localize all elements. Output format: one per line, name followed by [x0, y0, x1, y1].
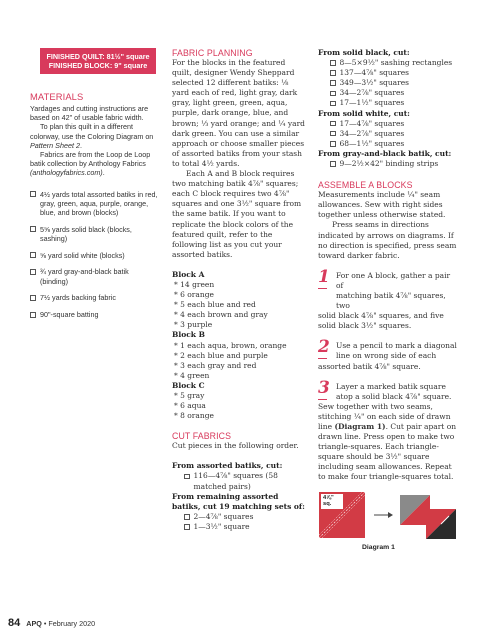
checkbox-icon	[30, 191, 36, 197]
checkbox-icon	[30, 295, 36, 301]
publication-info: APQ • February 2020	[26, 619, 96, 628]
cut-fabrics-heading: CUT FABRICS	[172, 431, 232, 442]
cut-gray-black-label: From gray-and-black batik, cut:	[318, 148, 452, 158]
checkbox-icon	[330, 60, 336, 66]
cut-item: 116—4⅞" squares (58 matched pairs)	[172, 471, 306, 491]
checkbox-icon	[330, 141, 336, 147]
checkbox-icon	[30, 226, 36, 232]
block-c-item: * 5 gray	[174, 391, 205, 400]
block-a-item: * 14 green	[174, 279, 215, 289]
checkbox-icon	[330, 121, 336, 127]
cut-item: 1—3½" square	[172, 522, 306, 532]
diagram-triangle-square	[426, 509, 456, 539]
step-1: 1 For one A block, gather a pair of matching batik 4⅞" squares, two solid black 4⅞" squares, and five solid black 3½" squares.	[318, 266, 451, 331]
cut-item: 17—1½" squares	[318, 98, 458, 108]
cut-item: 349—3½" squares	[318, 78, 458, 88]
materials-item: 4½ yards total assorted batiks in red, gray, green, aqua, purple, orange, blue, and brown (blocks)	[30, 190, 158, 218]
checkbox-icon	[184, 524, 190, 530]
finished-quilt-size: FINISHED QUILT: 81½" square	[46, 52, 150, 61]
checkbox-icon	[184, 474, 190, 480]
finished-size-box	[40, 48, 156, 74]
cut-item: 68—1½" squares	[318, 139, 458, 149]
step-number: 1	[318, 266, 330, 287]
diagram-size-tag: 4⅞" sq.	[323, 494, 334, 508]
fabric-planning-p1: For the blocks in the featured quilt, designer Wendy Sheppard selected 12 different batiks: ⅛ yard each of red, light gray, dark gray, light green, green, aqua, purple, dark orange, blue, and brown; ⅓ yard orange; and ¼ yard dark green. You can use a similar approach or choose smaller pieces of assorted batiks from your stash to total 4½ yards.	[172, 58, 305, 168]
cut-remaining-label: From remaining assorted batiks, cut 19 matching sets of:	[172, 491, 305, 511]
assemble-p2: Press seams in directions indicated by arrows on diagrams. If no direction is specified, press seam toward darker fabric.	[318, 220, 457, 260]
diagram-1	[318, 491, 458, 553]
step-underline	[318, 288, 327, 289]
page-number: 84	[8, 617, 21, 629]
middle-column	[172, 48, 306, 532]
materials-coloring-note: To plan this quilt in a different colorway, use the Coloring Diagram on Pattern Sheet 2.	[30, 122, 154, 150]
materials-list	[30, 190, 158, 320]
block-color-list	[172, 270, 306, 421]
materials-item: ¾ yard gray-and-black batik (binding)	[30, 267, 158, 285]
block-a-item: * 4 each brown and gray	[174, 310, 268, 320]
block-c-label: Block C	[172, 380, 205, 390]
left-column	[30, 48, 158, 327]
checkbox-icon	[30, 252, 36, 258]
step-underline	[318, 399, 327, 400]
cut-item: 9—2½×42" binding strips	[318, 159, 458, 169]
step-2: 2 Use a pencil to mark a diagonal line on wrong side of each assorted batik 4⅞" square.	[318, 337, 457, 371]
block-b-item: * 2 each blue and purple	[174, 350, 268, 360]
materials-item: 7½ yards backing fabric	[30, 293, 158, 302]
finished-block-size: FINISHED BLOCK: 9" square	[48, 61, 148, 70]
block-b-item: * 1 each aqua, brown, orange	[174, 340, 287, 350]
step-number: 3	[318, 377, 330, 398]
checkbox-icon	[30, 269, 36, 275]
cut-assorted-label: From assorted batiks, cut:	[172, 461, 283, 471]
right-column	[318, 48, 458, 553]
cut-item: 17—4⅞" squares	[318, 119, 458, 129]
cut-item: 137—4⅞" squares	[318, 68, 458, 78]
assemble-p1: Measurements include ¼" seam allowances. Sew with right sides together unless otherwise stated.	[318, 190, 446, 220]
cut-item: 8—5×9½" sashing rectangles	[318, 58, 458, 68]
step-underline	[318, 358, 327, 359]
block-b-item: * 3 each gray and red	[174, 360, 257, 370]
assemble-heading: ASSEMBLE A BLOCKS	[318, 180, 413, 191]
cut-black-label: From solid black, cut:	[318, 48, 410, 57]
checkbox-icon	[184, 514, 190, 520]
materials-item: 90"-square batting	[30, 310, 158, 319]
checkbox-icon	[330, 101, 336, 107]
step-number: 2	[318, 337, 330, 358]
page-footer	[8, 617, 95, 629]
arrow-head-icon	[388, 512, 393, 518]
checkbox-icon	[30, 312, 36, 318]
cut-item: 34—2⅞" squares	[318, 129, 458, 139]
checkbox-icon	[330, 80, 336, 86]
materials-fabric-source: Fabrics are from the Loop de Loop batik collection by Anthology Fabrics (anthologyfabrics.com).	[30, 150, 151, 178]
fabric-planning-p2: Each A and B block requires two matching batik 4⅞" squares; each C block requires two 4⅞" squares and one 3½" square from the same batik. If you want to replicate the block colors of the featured quilt, refer to the following list as you cut your assorted batiks.	[172, 169, 302, 259]
block-a-item: * 5 each blue and red	[174, 300, 256, 310]
block-c-item: * 8 orange	[174, 411, 214, 421]
checkbox-icon	[330, 70, 336, 76]
checkbox-icon	[330, 161, 336, 167]
cut-white-label: From solid white, cut:	[318, 108, 410, 118]
block-b-item: * 4 green	[174, 370, 210, 380]
block-b-label: Block B	[172, 330, 205, 340]
diagram-triangle-square	[400, 495, 430, 525]
cut-item: 34—2⅞" squares	[318, 88, 458, 98]
diagram-1-label: Diagram 1	[362, 543, 395, 551]
checkbox-icon	[330, 131, 336, 137]
fabric-planning-heading: FABRIC PLANNING	[172, 48, 253, 58]
materials-heading: MATERIALS	[30, 91, 84, 102]
materials-intro: Yardages and cutting instructions are based on 42" of usable fabric width.	[30, 104, 149, 123]
block-a-item: * 3 purple	[174, 320, 213, 330]
block-a-item: * 6 orange	[174, 290, 214, 300]
block-a-label: Block A	[172, 269, 205, 279]
step-3: 3 Layer a marked batik square atop a solid black 4⅞" square. Sew together with two seams, stitching ¼" on each side of drawn line (Diagram 1). Cut pair apart on drawn line. Press open to make two triangle-squares. Each triangle-square should be 3½" square including seam allowances. Repeat to make four triangle-squares total.	[318, 377, 457, 482]
cut-item: 2—4⅞" squares	[172, 512, 306, 522]
materials-item: 5⅝ yards solid black (blocks, sashing)	[30, 225, 158, 243]
materials-item: ⅝ yard solid white (blocks)	[30, 251, 158, 260]
cut-intro: Cut pieces in the following order.	[172, 441, 299, 451]
block-c-item: * 6 aqua	[174, 401, 206, 411]
checkbox-icon	[330, 91, 336, 97]
